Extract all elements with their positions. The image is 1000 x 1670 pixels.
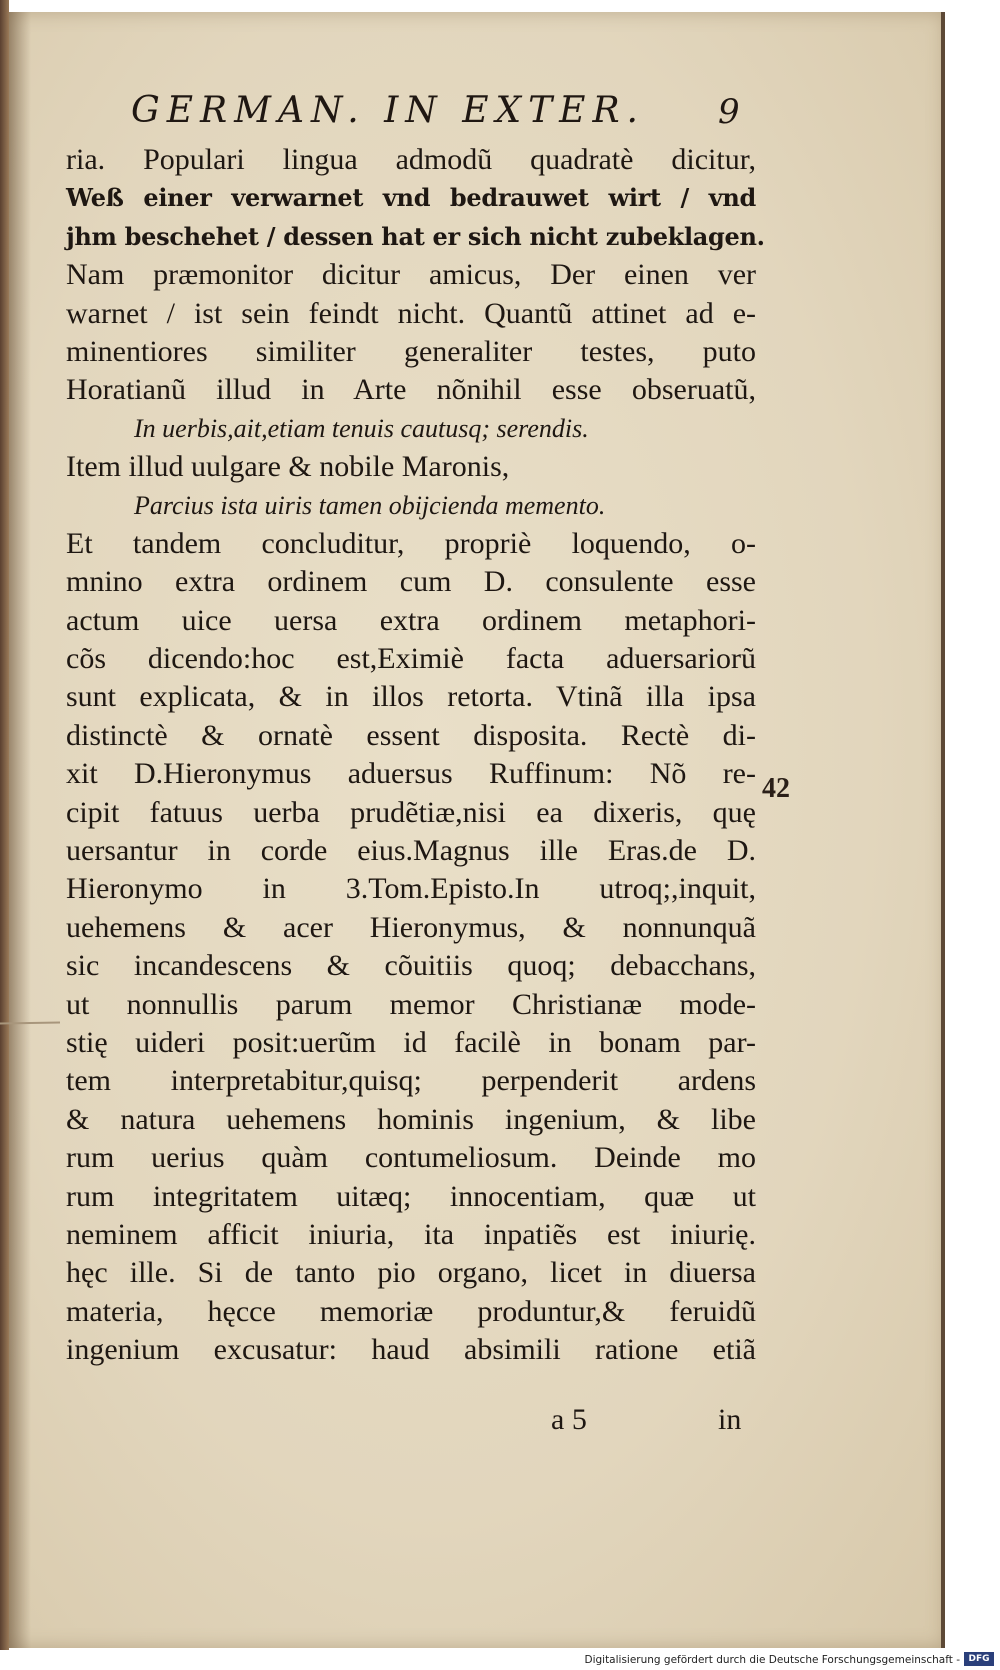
text-line: Weß einer verwarnet vnd bedrauwet wirt / vnd bbox=[66, 183, 756, 213]
text-line: In uerbis,ait,etiam tenuis cautusq; serendis. bbox=[134, 413, 589, 443]
text-line: Parcius ista uiris tamen obijcienda memento. bbox=[134, 490, 606, 520]
dfg-logo: DFG bbox=[964, 1652, 994, 1666]
text-line: distinctè & ornatè essent disposita. Rectè di- bbox=[66, 718, 756, 752]
text-line: rum integritatem uitæq; innocentiam, quæ ut bbox=[66, 1179, 756, 1213]
text-line: materia, hęcce memoriæ produntur,& feruidũ bbox=[66, 1294, 756, 1328]
gutter-shadow bbox=[9, 12, 31, 1648]
text-line: Hieronymo in 3.Tom.Episto.In utroq;,inquit, bbox=[66, 872, 756, 906]
text-line: sic incandescens & cõuitiis quoq; debacchans, bbox=[66, 949, 756, 983]
text-line: ut nonnullis parum memor Christianæ mode- bbox=[66, 987, 756, 1021]
text-line: sunt explicata, & in illos retorta. Vtinã illa ipsa bbox=[66, 680, 756, 714]
text-line: & natura uehemens hominis ingenium, & libe bbox=[66, 1102, 756, 1136]
running-head: GERMAN. IN EXTER. bbox=[131, 90, 645, 131]
catchword: in bbox=[718, 1403, 742, 1436]
margin-note: 42 bbox=[762, 773, 790, 804]
footer-credit: Digitalisierung gefördert durch die Deutsche Forschungsgemeinschaft - bbox=[584, 1654, 960, 1666]
text-line: jhm beschehet / dessen hat er sich nicht zubeklagen. bbox=[66, 221, 765, 251]
text-line: hęc ille. Si de tanto pio organo, licet in diuersa bbox=[66, 1256, 756, 1290]
text-line: Item illud uulgare & nobile Maronis, bbox=[66, 450, 510, 484]
text-line: uehemens & acer Hieronymus, & nonnunquã bbox=[66, 910, 756, 944]
text-line: uersantur in corde eius.Magnus ille Eras.de D. bbox=[66, 834, 756, 868]
text-line: minentiores similiter generaliter testes, puto bbox=[66, 334, 756, 368]
text-line: rum uerius quàm contumeliosum. Deinde mo bbox=[66, 1141, 756, 1175]
text-line: stię uideri posit:uerũm id facilè in bonam par- bbox=[66, 1025, 756, 1059]
page-edge bbox=[941, 12, 945, 1648]
text-line: Horatianũ illud in Arte nõnihil esse obseruatũ, bbox=[66, 373, 756, 407]
body-text bbox=[66, 141, 765, 1370]
page-number: 9 bbox=[718, 92, 740, 132]
text-line: ria. Populari lingua admodũ quadratè dicitur, bbox=[66, 143, 756, 176]
text-line: mnino extra ordinem cum D. consulente esse bbox=[66, 565, 756, 599]
text-line: tem interpretabitur,quisq; perpenderit ardens bbox=[66, 1064, 756, 1098]
text-line: actum uice uersa extra ordinem metaphori- bbox=[66, 603, 756, 637]
text-line: neminem afficit iniuria, ita inpatiẽs est iniurię. bbox=[66, 1217, 756, 1251]
signature-mark: a 5 bbox=[551, 1403, 587, 1436]
text-line: xit D.Hieronymus aduersus Ruffinum: Nõ re- bbox=[66, 757, 756, 791]
text-line: warnet / ist sein feindt nicht. Quantũ attinet ad e- bbox=[66, 296, 756, 330]
text-line: cipit fatuus uerba prudẽtiæ,nisi ea dixeris, quę bbox=[66, 795, 756, 829]
binding-edge bbox=[0, 0, 9, 1650]
text-line: Et tandem concluditur, propriè loquendo, o- bbox=[66, 526, 756, 560]
text-line: Nam præmonitor dicitur amicus, Der einen ver bbox=[66, 258, 756, 292]
text-line: cõs dicendo:hoc est,Eximiè facta aduersariorũ bbox=[66, 642, 756, 676]
text-line: ingenium excusatur: haud absimili ratione etiã bbox=[66, 1333, 756, 1367]
